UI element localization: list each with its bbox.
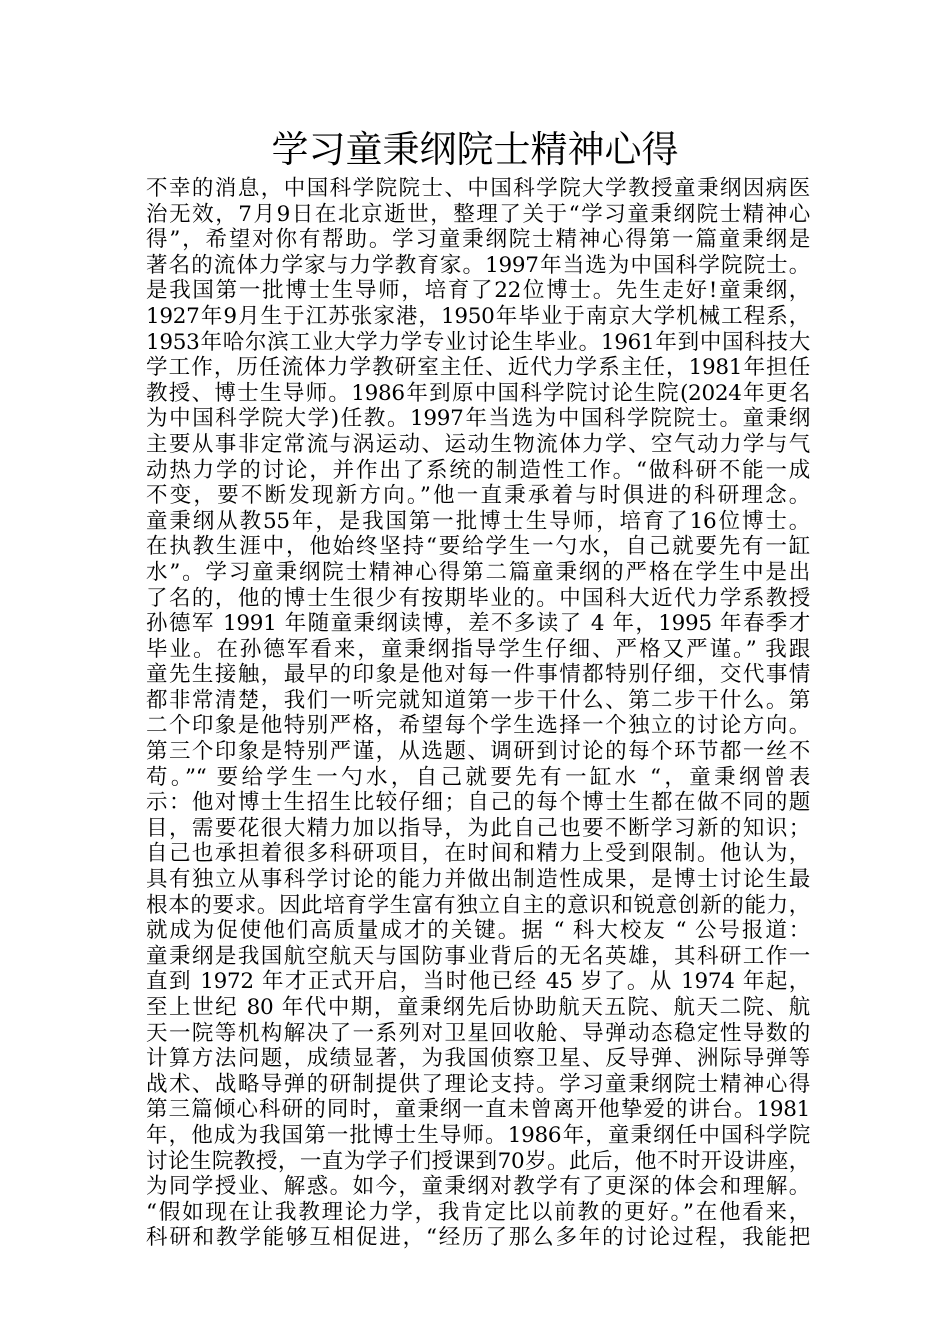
body-text-line: 第三个印象是特别严谨，从选题、调研到讨论的每个环节都一丝不: [146, 739, 810, 765]
body-text-line: 治无效，7月9日在北京逝世，整理了关于“学习童秉纲院士精神心: [146, 201, 810, 227]
body-text-line: 不变，要不断发现新方向。”他一直秉承着与时俱进的科研理念。: [146, 483, 810, 509]
body-text-line: 水”。学习童秉纲院士精神心得第二篇童秉纲的严格在学生中是出: [146, 559, 810, 585]
body-text-line: 在执教生涯中，他始终坚持“要给学生一勺水，自己就要先有一缸: [146, 534, 810, 560]
body-text-line: 苟。”“ 要给学生一勺水，自己就要先有一缸水 “，童秉纲曾表: [146, 764, 810, 790]
body-text-line: 讨论生院教授，一直为学子们授课到70岁。此后，他不时开设讲座，: [146, 1148, 810, 1174]
body-text-line: 童秉纲从教55年，是我国第一批博士生导师，培育了16位博士。: [146, 508, 810, 534]
body-text-line: 1927年9月生于江苏张家港，1950年毕业于南京大学机械工程系，: [146, 303, 810, 329]
body-text-line: “假如现在让我教理论力学，我肯定比以前教的更好。”在他看来，: [146, 1199, 810, 1225]
body-text-line: 教授、博士生导师。1986年到原中国科学院讨论生院(2024年更名: [146, 380, 810, 406]
body-text-line: 得”，希望对你有帮助。学习童秉纲院士精神心得第一篇童秉纲是: [146, 227, 810, 253]
body-text-line: 不幸的消息，中国科学院院士、中国科学院大学教授童秉纲因病医: [146, 176, 810, 201]
body-text-line: 计算方法问题，成绩显著，为我国侦察卫星、反导弹、洲际导弹等: [146, 1046, 810, 1072]
document-title: 学习童秉纲院士精神心得: [271, 128, 679, 171]
body-text-line: 孙德军 1991 年随童秉纲读博，差不多读了 4 年，1995 年春季才: [146, 611, 810, 637]
body-text-line: 为中国科学院大学)任教。1997年当选为中国科学院院士。童秉纲: [146, 406, 810, 432]
body-text-line: 就成为促使他们高质量成才的关键。据 “ 科大校友 “ 公号报道：: [146, 918, 810, 944]
body-text-line: 示：他对博士生招生比较仔细；自己的每个博士生都在做不同的题: [146, 790, 810, 816]
body-text-line: 自己也承担着很多科研项目，在时间和精力上受到限制。他认为，: [146, 841, 810, 867]
body-text-line: 主要从事非定常流与涡运动、运动生物流体力学、空气动力学与气: [146, 431, 810, 457]
body-text-line: 年，他成为我国第一批博士生导师。1986年，童秉纲任中国科学院: [146, 1122, 810, 1148]
body-text-line: 至上世纪 80 年代中期，童秉纲先后协助航天五院、航天二院、航: [146, 995, 810, 1020]
body-text-line: 动热力学的讨论，并作出了系统的制造性工作。“做科研不能一成: [146, 457, 810, 483]
body-text-line: 科研和教学能够互相促进，“经历了那么多年的讨论过程，我能把: [146, 1225, 810, 1251]
body-text-line: 都非常清楚，我们一听完就知道第一步干什么、第二步干什么。第: [146, 687, 810, 713]
body-text-line: 目，需要花很大精力加以指导，为此自己也要不断学习新的知识；: [146, 815, 810, 841]
body-text-line: 为同学授业、解惑。如今，童秉纲对教学有了更深的体会和理解。: [146, 1174, 810, 1200]
body-text-line: 学工作，历任流体力学教研室主任、近代力学系主任，1981年担任: [146, 355, 810, 381]
body-text-line: 根本的要求。因此培育学生富有独立自主的意识和锐意创新的能力，: [146, 892, 810, 918]
body-text-line: 战术、战略导弹的研制提供了理论支持。学习童秉纲院士精神心得: [146, 1071, 810, 1097]
body-text-line: 童先生接触，最早的印象是他对每一件事情都特别仔细，交代事情: [146, 662, 810, 688]
body-text-line: 第三篇倾心科研的同时，童秉纲一直未曾离开他挚爱的讲台。1981: [146, 1097, 810, 1123]
body-text-line: 了名的，他的博士生很少有按期毕业的。中国科大近代力学系教授: [146, 585, 810, 611]
body-text-line: 童秉纲是我国航空航天与国防事业背后的无名英雄，其科研工作一: [146, 943, 810, 969]
body-text-line: 二个印象是他特别严格，希望每个学生选择一个独立的讨论方向。: [146, 713, 810, 739]
body-text-line: 是我国第一批博士生导师，培育了22位博士。先生走好!童秉纲，: [146, 278, 810, 304]
document-body: [146, 176, 810, 1251]
body-text-line: 直到 1972 年才正式开启，当时他已经 45 岁了。从 1974 年起，: [146, 969, 810, 995]
body-text-line: 著名的流体力学家与力学教育家。1997年当选为中国科学院院士。: [146, 252, 810, 278]
body-text-line: 具有独立从事科学讨论的能力并做出制造性成果，是博士讨论生最: [146, 867, 810, 893]
body-text-line: 天一院等机构解决了一系列对卫星回收舱、导弹动态稳定性导数的: [146, 1020, 810, 1046]
body-text-line: 毕业。在孙德军看来，童秉纲指导学生仔细、严格又严谨。” 我跟: [146, 636, 810, 662]
body-text-line: 1953年哈尔滨工业大学力学专业讨论生毕业。1961年到中国科技大: [146, 329, 810, 355]
